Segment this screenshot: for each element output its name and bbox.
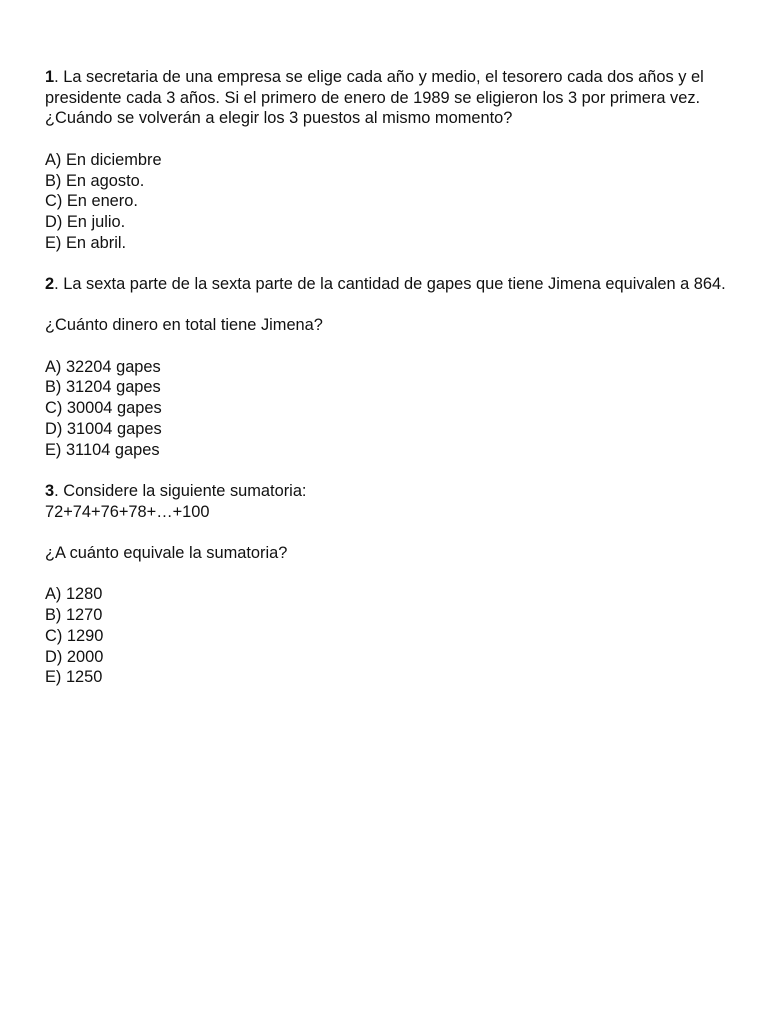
question-3-number: 3 xyxy=(45,481,55,500)
question-2-options xyxy=(45,357,735,461)
question-3-option-e: E) 1250 xyxy=(45,668,103,687)
question-2-option-b: B) 31204 gapes xyxy=(45,378,161,397)
exam-page xyxy=(45,67,735,688)
question-1-statement xyxy=(45,67,735,108)
question-3-text: . Considere la siguiente sumatoria: xyxy=(54,481,307,500)
question-2-option-e: E) 31104 gapes xyxy=(45,440,160,459)
question-1-option-a: A) En diciembre xyxy=(45,150,162,169)
question-1-option-b: B) En agosto. xyxy=(45,171,145,190)
question-1-number: 1 xyxy=(45,68,55,86)
question-1-options xyxy=(45,150,735,254)
question-3-option-a: A) 1280 xyxy=(45,585,103,604)
question-1-option-c: C) En enero. xyxy=(45,192,138,211)
question-2-text: . La sexta parte de la sexta parte de la cantidad de gapes que tiene Jimena equivalen a 864. xyxy=(54,275,726,293)
question-2-option-d: D) 31004 gapes xyxy=(45,419,162,438)
question-1-prompt: ¿Cuándo se volverán a elegir los 3 puestos al mismo momento? xyxy=(45,109,513,128)
question-3-statement xyxy=(45,481,735,502)
question-2-prompt: ¿Cuánto dinero en total tiene Jimena? xyxy=(45,316,323,335)
question-3-formula: 72+74+76+78+…+100 xyxy=(45,502,210,521)
question-3-option-c: C) 1290 xyxy=(45,626,104,645)
question-2-option-a: A) 32204 gapes xyxy=(45,357,161,376)
question-2-number: 2 xyxy=(45,275,55,293)
question-3-prompt: ¿A cuánto equivale la sumatoria? xyxy=(45,544,288,563)
question-1-option-d: D) En julio. xyxy=(45,212,126,231)
question-3-option-b: B) 1270 xyxy=(45,606,103,625)
question-1-text: . La secretaria de una empresa se elige cada año y medio, el tesorero cada dos años y el presidente cada 3 años. Si el primero de enero de 1989 se eligieron los 3 por primera vez. xyxy=(45,68,704,107)
question-2-statement xyxy=(45,274,735,295)
question-3-options xyxy=(45,584,735,688)
question-3-option-d: D) 2000 xyxy=(45,647,104,666)
question-2-option-c: C) 30004 gapes xyxy=(45,399,162,418)
question-1-option-e: E) En abril. xyxy=(45,233,127,252)
